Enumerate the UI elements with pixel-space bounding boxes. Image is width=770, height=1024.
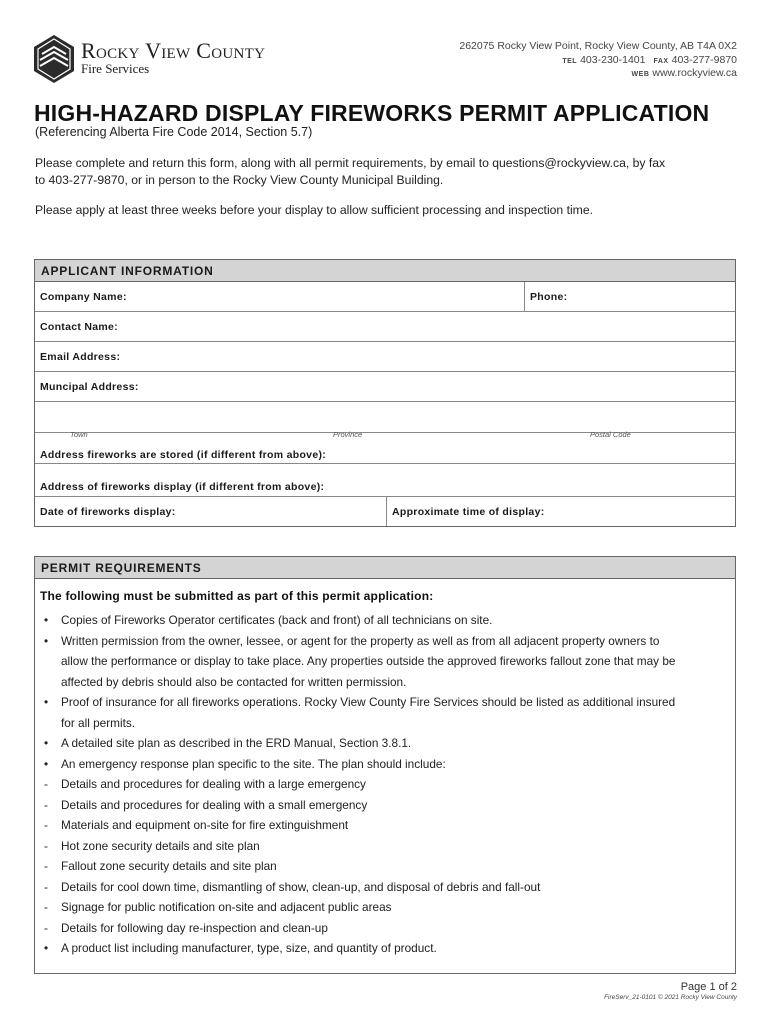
dash-marker: - <box>44 920 48 935</box>
requirement-item <box>44 795 734 816</box>
requirement-line: A product list including manufacturer, type, size, and quantity of product. <box>61 941 437 955</box>
requirement-item <box>44 815 734 836</box>
bullet-marker: • <box>44 756 49 771</box>
dash-marker: - <box>44 838 48 853</box>
requirement-item <box>44 856 734 877</box>
phone-label: Phone: <box>530 291 568 303</box>
requirement-line: allow the performance or display to take place. Any properties outside the approved fireworks fallout zone that may be <box>61 654 676 668</box>
dash-marker: - <box>44 900 48 914</box>
bullet-marker: • <box>44 633 49 648</box>
contact-name-row <box>35 312 735 342</box>
requirement-text <box>61 877 734 898</box>
applicant-info-section <box>34 259 736 527</box>
requirement-item <box>44 938 734 959</box>
requirement-line: affected by debris should also be contacted for written permission. <box>61 674 407 689</box>
email-address-label: Email Address: <box>40 351 121 363</box>
dash-marker: - <box>44 818 48 832</box>
web-url: www.rockyview.ca <box>652 67 737 79</box>
footer-code: FireServ_21-0101 © 2021 Rocky View County <box>604 994 737 1001</box>
requirement-text <box>61 692 734 733</box>
requirement-line: An emergency response plan specific to the site. The plan should include: <box>61 756 446 771</box>
org-name: Rocky View County <box>81 38 266 63</box>
tel-number: 403-230-1401 <box>580 54 646 66</box>
page-title: HIGH-HAZARD DISPLAY FIREWORKS PERMIT APPLICATION <box>34 100 710 126</box>
requirement-line: Details and procedures for dealing with a large emergency <box>61 777 366 791</box>
province-sublabel: Province <box>333 430 363 439</box>
display-address-row <box>35 464 735 497</box>
requirement-item <box>44 877 734 898</box>
row-divider <box>524 282 525 311</box>
requirement-text <box>61 836 734 857</box>
requirement-text <box>61 795 734 816</box>
row-divider <box>386 497 387 526</box>
requirement-text <box>61 856 734 877</box>
requirement-text <box>61 897 734 918</box>
requirement-text <box>61 938 734 959</box>
fax-number: 403-277-9870 <box>671 54 737 66</box>
company-name-label: Company Name: <box>40 291 127 303</box>
tel-label: TEL <box>562 58 578 65</box>
org-address: 262075 Rocky View Point, Rocky View County, AB T4A 0X2 <box>459 40 737 52</box>
applicant-info-heading: APPLICANT INFORMATION <box>35 260 735 282</box>
requirement-text <box>61 774 734 795</box>
requirement-item <box>44 610 734 631</box>
org-subtitle: Fire Services <box>81 61 150 76</box>
org-phone-fax <box>562 54 737 66</box>
requirement-line: Details and procedures for dealing with a small emergency <box>61 797 368 812</box>
fax-label: FAX <box>653 58 669 65</box>
requirement-text <box>61 815 734 836</box>
page-number: Page 1 of 2 <box>680 981 737 993</box>
requirement-item <box>44 754 734 775</box>
date-time-row <box>35 497 735 526</box>
requirement-line: for all permits. <box>61 715 136 730</box>
requirement-item <box>44 918 734 939</box>
intro-line-2: to 403-277-9870, or in person to the Rocky View County Municipal Building. <box>35 173 444 187</box>
requirement-item <box>44 733 734 754</box>
address-line-row <box>35 402 735 433</box>
requirement-line: Fallout zone security details and site plan <box>61 859 277 873</box>
dash-marker: - <box>44 859 48 873</box>
requirement-line: Details for cool down time, dismantling of show, clean-up, and disposal of debris and fall-out <box>61 879 541 894</box>
requirement-item <box>44 836 734 857</box>
display-date-label: Date of fireworks display: <box>40 506 176 518</box>
requirement-item <box>44 897 734 918</box>
bullet-marker: • <box>44 695 49 709</box>
bullet-marker: • <box>44 941 49 955</box>
requirement-line: Hot zone security details and site plan <box>61 838 260 853</box>
stored-address-row <box>35 430 735 464</box>
county-logo-icon <box>33 34 75 84</box>
permit-requirements-intro: The following must be submitted as part of this permit application: <box>40 589 434 603</box>
page-subtitle: (Referencing Alberta Fire Code 2014, Section 5.7) <box>35 125 313 139</box>
org-web <box>632 67 737 79</box>
dash-marker: - <box>44 797 48 812</box>
email-row <box>35 342 735 372</box>
requirement-item <box>44 631 734 693</box>
bullet-marker: • <box>44 613 49 627</box>
intro-paragraph-2: Please apply at least three weeks before your display to allow sufficient processing and inspection time. <box>35 203 594 217</box>
intro-line-1: Please complete and return this form, along with all permit requirements, by email to questions@rockyview.ca, by fax <box>35 156 666 170</box>
requirement-line: A detailed site plan as described in the ERD Manual, Section 3.8.1. <box>61 736 412 750</box>
dash-marker: - <box>44 879 48 894</box>
requirement-line: Copies of Fireworks Operator certificates (back and front) of all technicians on site. <box>61 613 493 627</box>
display-address-label: Address of fireworks display (if different from above): <box>40 481 325 493</box>
requirement-line: Written permission from the owner, lessee, or agent for the property as well as from all adjacent property owners to <box>61 633 660 648</box>
town-sublabel: Town <box>70 430 88 439</box>
requirement-text <box>61 610 734 631</box>
requirement-text <box>61 754 734 775</box>
web-label: WEB <box>631 71 650 78</box>
postal-code-sublabel: Postal Code <box>590 430 631 439</box>
requirement-line: Materials and equipment on-site for fire extinguishment <box>61 818 349 832</box>
requirement-text <box>61 918 734 939</box>
municipal-address-label: Muncipal Address: <box>40 381 139 393</box>
requirement-item <box>44 692 734 733</box>
stored-address-label: Address fireworks are stored (if different from above): <box>40 449 327 461</box>
bullet-marker: • <box>44 736 49 750</box>
requirement-text <box>61 733 734 754</box>
company-phone-row <box>35 282 735 312</box>
requirement-line: Details for following day re-inspection and clean-up <box>61 920 328 935</box>
permit-requirements-heading: PERMIT REQUIREMENTS <box>35 557 735 579</box>
display-time-label: Approximate time of display: <box>392 506 545 518</box>
requirement-line: Signage for public notification on-site and adjacent public areas <box>61 900 392 914</box>
requirement-item <box>44 774 734 795</box>
requirement-line: Proof of insurance for all fireworks operations. Rocky View County Fire Services should be listed as additional insured <box>61 695 676 709</box>
municipal-address-row <box>35 372 735 402</box>
dash-marker: - <box>44 777 48 791</box>
contact-name-label: Contact Name: <box>40 321 118 333</box>
requirement-text <box>61 631 734 693</box>
intro-paragraph-1 <box>35 155 735 189</box>
